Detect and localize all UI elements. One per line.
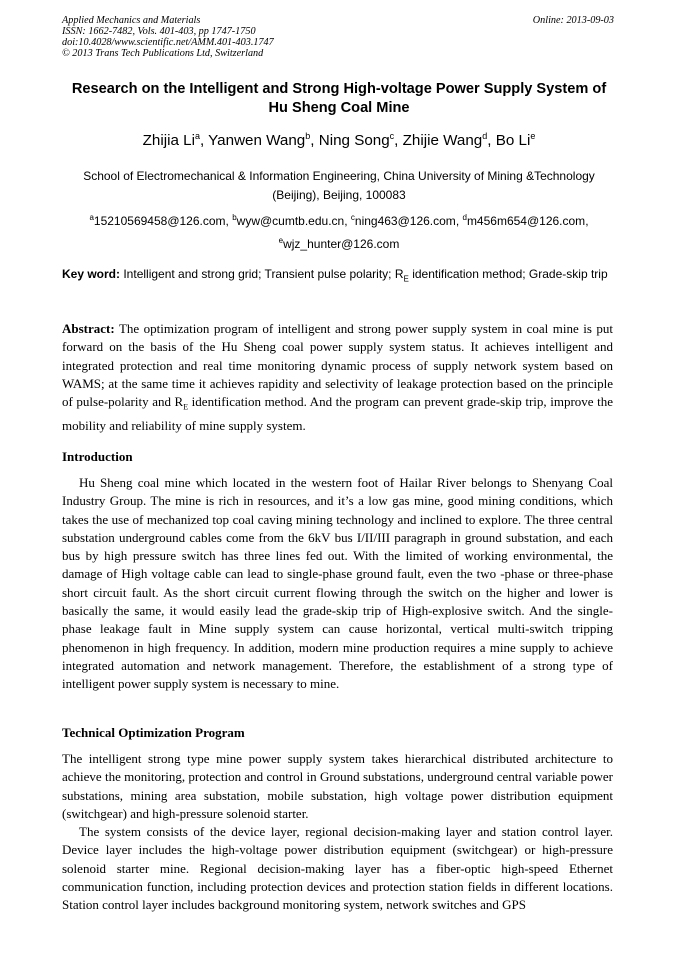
author: Zhijie Wang$^d$, bbox=[402, 131, 496, 150]
author: Ning Song$^c$, bbox=[318, 131, 403, 150]
email[interactable]: $^a$15210569458@126.com, bbox=[89, 213, 233, 228]
technical-heading: Technical Optimization Program bbox=[62, 725, 245, 740]
abstract: Abstract: The optimization program of intelligent and strong power supply system in coal mine is put forward on the basis of the Hu Sheng coal power supply system status. It achieves intelligent and integrated protection and real time monitoring dynamic process of supply network system based on WAMS; at the same time it achieves rapidity and selectivity of leakage protection based on the principle of pulse-polarity and $R_E$ identification method. And the program can prevent grade-skip trip, improve the mobility and reliability of mine supply system. bbox=[62, 321, 614, 434]
email[interactable]: $^b$wyw@cumtb.edu.cn, bbox=[232, 213, 351, 228]
journal-header bbox=[62, 15, 614, 59]
introduction-heading: Introduction bbox=[62, 449, 133, 464]
email[interactable]: $^c$ning463@126.com, bbox=[350, 213, 463, 228]
author: Zhijia Li$^a$, bbox=[142, 131, 209, 150]
copyright-line: © 2013 Trans Tech Publications Ltd, Switzerland bbox=[62, 48, 264, 59]
technical-paragraph-1: The intelligent strong type mine power supply system takes hierarchical distributed architecture to achieve the monitoring, protection and control in Ground substations, underground central variable power substations, mining area substation, mobile substation, high voltage power distribution equipment (switchgear) and high-pressure solenoid starter. bbox=[62, 751, 613, 821]
abstract-label: Abstract: bbox=[62, 321, 115, 336]
author-list bbox=[62, 131, 616, 149]
author: Bo Li$^e$ bbox=[495, 131, 536, 150]
doi-line: doi:10.4028/www.scientific.net/AMM.401-403.1747 bbox=[62, 37, 274, 48]
online-date: Online: 2013-09-03 bbox=[532, 15, 614, 26]
issn-line: ISSN: 1662-7482, Vols. 401-403, pp 1747-1750 bbox=[62, 26, 256, 37]
email[interactable]: $^d$m456m654@126.com, bbox=[462, 213, 589, 228]
keywords-label: Key word: bbox=[62, 267, 121, 281]
journal-name: Applied Mechanics and Materials bbox=[62, 15, 201, 26]
email[interactable]: $^e$wjz_hunter@126.com bbox=[278, 236, 400, 251]
paper-title: Research on the Intelligent and Strong High-voltage Power Supply System of Hu Sheng Coal Mine bbox=[71, 81, 607, 116]
email-list bbox=[62, 208, 616, 254]
affiliation: School of Electromechanical & Information Engineering, China University of Mining &Technology (Beijing), Beijing, 100083 bbox=[83, 169, 595, 202]
technical-paragraph-2: The system consists of the device layer, regional decision-making layer and station control layer. Device layer includes the high-voltage power distribution equipment (switchgear) or high-pressure solenoid starter mine. Regional decision-making layer has a fiber-optic high-speed Ethernet communication function, including protection devices and protection station fields in different locations. Station control layer includes background monitoring system, network switches and GPS bbox=[62, 824, 613, 913]
author: Yanwen Wang$^b$, bbox=[208, 131, 319, 150]
keywords: Key word: Intelligent and strong grid; Transient pulse polarity; $R_E$ identification method; Grade-skip trip bbox=[62, 267, 608, 284]
introduction-paragraph: Hu Sheng coal mine which located in the western foot of Hailar River belongs to Shenyang Coal Industry Group. The mine is rich in resources, and it’s a low gas mine, good mining conditions, which takes the use of mechanized top coal caving mining technology and inclined to explore. The three central substation underground cables come from the 6kV bus I/II/III paragraph in ground substation, and each bus by high pressure switch has three lines fed out. With the limited of working environmental, the damage of High voltage cable can lead to single-phase ground fault, even the two -phase or three-phase short circuit fault. As the short circuit current flowing through the switch on the higher and lower is basically the same, it would easily lead the grade-skip trip of High-explosive switch. And the single-phase leakage fault in Mine supply system can cause horizontal, vertical multi-switch tripping phenomenon in high frequency. In addition, modern mine production requires a mine supply to achieve integrated automation and network management. Therefore, the establishment of a strong type of intelligent power supply system is necessary to mine. bbox=[62, 475, 613, 692]
